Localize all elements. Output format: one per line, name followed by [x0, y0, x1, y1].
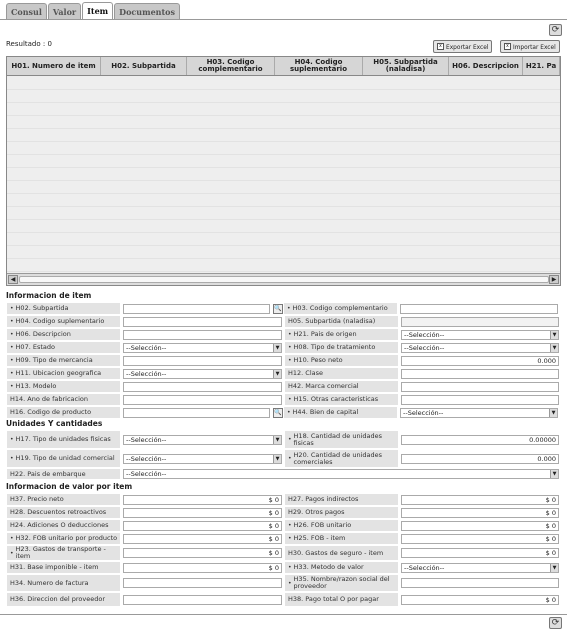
- h34-numero-de-factura-input[interactable]: [123, 578, 282, 588]
- required-marker: •: [10, 318, 14, 325]
- field-h17-tipo-de-unidades-fisicas: [6, 430, 284, 449]
- table-row: [7, 90, 560, 103]
- field-label: [6, 302, 121, 315]
- required-marker: •: [10, 436, 14, 443]
- field-label-text: H05. Subpartida (naladisa): [288, 317, 376, 325]
- field-label: [6, 406, 121, 419]
- field-label: [284, 315, 399, 328]
- chevron-down-icon[interactable]: ▼: [550, 331, 558, 339]
- field-label-text: H04. Codigo suplementario: [15, 317, 105, 325]
- field-value: $ 0: [545, 521, 556, 530]
- field-h20-cantidad-de-unidades-comerciales: [284, 449, 561, 468]
- required-marker: •: [288, 331, 292, 338]
- h15-otras-caracteristicas-input[interactable]: [401, 395, 559, 405]
- field-value: $ 0: [545, 595, 556, 604]
- field-label: [6, 354, 121, 367]
- field-value: --Selección--: [403, 408, 444, 417]
- column-header-1[interactable]: H01. Numero de item: [7, 57, 101, 75]
- field-h16-codigo-de-producto: [6, 406, 283, 419]
- required-marker: •: [287, 305, 291, 312]
- column-header-2[interactable]: H02. Subpartida: [101, 57, 187, 75]
- required-marker: •: [288, 579, 292, 587]
- field-label-text: H08. Tipo de tratamiento: [293, 343, 376, 351]
- field-value: --Selección--: [126, 470, 167, 478]
- field-h31-base-imponible-item: [6, 561, 284, 574]
- h42-marca-comercial-input[interactable]: [401, 382, 559, 392]
- field-label: [6, 493, 121, 506]
- field-h36-direccion-del-proveedor: [6, 592, 284, 607]
- scrollbar-thumb[interactable]: [19, 276, 549, 283]
- field-h14-ano-de-fabricacion: [6, 393, 284, 406]
- field-label: [6, 315, 121, 328]
- required-marker: •: [10, 305, 14, 312]
- form-row: [6, 328, 561, 341]
- chevron-down-icon[interactable]: ▼: [273, 455, 281, 463]
- form-row: [6, 545, 561, 561]
- field-label: [6, 574, 121, 592]
- h30-gastos-de-seguro-item-input[interactable]: [401, 548, 559, 558]
- chevron-down-icon[interactable]: ▼: [550, 344, 558, 352]
- required-marker: •: [10, 331, 14, 338]
- h07-estado-input[interactable]: [123, 343, 282, 353]
- field-label-text: H06. Descripcion: [15, 330, 71, 338]
- field-h23-gastos-de-transporte-item: [6, 545, 284, 561]
- field-label-text: H32. FOB unitario por producto: [15, 534, 118, 542]
- required-marker: •: [10, 357, 14, 364]
- field-h13-modelo: [6, 380, 284, 393]
- field-h07-estado: [6, 341, 284, 354]
- field-h42-marca-comercial: [284, 380, 561, 393]
- h38-pago-total-o-por-pagar-input[interactable]: [401, 595, 559, 605]
- h09-tipo-de-mercancia-input[interactable]: [123, 356, 282, 366]
- field-label-text: H03. Codigo complementario: [292, 304, 388, 312]
- required-marker: •: [288, 436, 292, 443]
- field-h15-otras-caracteristicas: [284, 393, 561, 406]
- field-value: $ 0: [268, 534, 279, 543]
- h44-bien-de-capital-input[interactable]: [400, 408, 558, 418]
- field-label: [6, 367, 121, 380]
- magnifier-icon[interactable]: 🔍: [274, 409, 282, 416]
- form-row: [6, 354, 561, 367]
- field-h19-tipo-de-unidad-comercial: [6, 449, 284, 468]
- h28-descuentos-retroactivos-input[interactable]: [123, 508, 282, 518]
- field-label: [284, 506, 399, 519]
- h13-modelo-input[interactable]: [123, 382, 282, 392]
- field-h18-cantidad-de-unidades-fisicas: [284, 430, 561, 449]
- refresh-icon: ⟳: [551, 25, 560, 35]
- field-h38-pago-total-o-por-pagar: [284, 592, 561, 607]
- table-row: [7, 77, 560, 90]
- tab-item[interactable]: Item: [82, 2, 113, 19]
- required-marker: •: [287, 409, 291, 416]
- field-label: [284, 592, 399, 607]
- form-row: [6, 430, 561, 449]
- chevron-down-icon[interactable]: ▼: [273, 436, 281, 444]
- field-label-text: H16. Codigo de producto: [10, 408, 92, 416]
- field-label: [6, 545, 121, 561]
- table-row: [7, 129, 560, 142]
- field-label: [284, 367, 399, 380]
- field-label-text: H27. Pagos indirectos: [288, 495, 359, 503]
- required-marker: •: [10, 455, 14, 462]
- field-h30-gastos-de-seguro-item: [284, 545, 561, 561]
- form-row: [6, 315, 561, 328]
- export-excel-label: Exportar Excel: [446, 42, 489, 51]
- field-label-text: H11. Ubicacion geografica: [15, 369, 102, 377]
- items-grid: [6, 56, 561, 286]
- field-label-text: H10. Peso neto: [293, 356, 343, 364]
- field-label: [284, 393, 399, 406]
- h20-cantidad-de-unidades-comerciales-input[interactable]: [401, 454, 559, 464]
- excel-icon: x: [437, 43, 444, 50]
- form-row: [6, 341, 561, 354]
- field-label: [284, 561, 399, 574]
- h16-codigo-de-producto-input[interactable]: [123, 408, 270, 418]
- field-h12-clase: [284, 367, 561, 380]
- tab-valor[interactable]: Valor: [48, 3, 81, 19]
- field-label: [6, 341, 121, 354]
- field-label-text: H30. Gastos de seguro - item: [288, 548, 384, 557]
- table-row: [7, 181, 560, 194]
- column-header-5[interactable]: H05. Subpartida (naladisa): [363, 57, 449, 75]
- table-row: [7, 220, 560, 233]
- field-label-text: H20. Cantidad de unidades comerciales: [293, 450, 382, 466]
- field-label: [284, 493, 399, 506]
- field-value: $ 0: [268, 563, 279, 572]
- field-label-text: H38. Pago total O por pagar: [288, 595, 379, 603]
- field-h21-pais-de-origen: [284, 328, 561, 341]
- field-label: [284, 430, 399, 449]
- table-row: [7, 116, 560, 129]
- h12-clase-input[interactable]: [401, 369, 559, 379]
- field-h02-subpartida: [6, 302, 283, 315]
- form-row: [6, 393, 561, 406]
- tab-documentos[interactable]: Documentos: [114, 3, 180, 19]
- h23-gastos-de-transporte-item-input[interactable]: [123, 548, 282, 558]
- field-h33-metodo-de-valor: [284, 561, 561, 574]
- field-value: --Selección--: [126, 454, 167, 463]
- field-value: $ 0: [268, 521, 279, 530]
- field-value: $ 0: [268, 549, 279, 557]
- field-label: [284, 545, 399, 561]
- section-item-title: Informacion de item: [6, 291, 92, 300]
- field-label-text: H12. Clase: [288, 369, 324, 377]
- h37-precio-neto-input[interactable]: [123, 495, 282, 505]
- field-h09-tipo-de-mercancia: [6, 354, 284, 367]
- magnifier-icon[interactable]: 🔍: [274, 305, 282, 312]
- required-marker: •: [10, 383, 14, 390]
- field-h11-ubicacion-geografica: [6, 367, 284, 380]
- h08-tipo-de-tratamiento-input[interactable]: [401, 343, 559, 353]
- h27-pagos-indirectos-input[interactable]: [401, 495, 559, 505]
- field-label: [6, 380, 121, 393]
- field-h28-descuentos-retroactivos: [6, 506, 284, 519]
- table-row: [7, 168, 560, 181]
- field-label: [283, 406, 398, 419]
- field-h29-otros-pagos: [284, 506, 561, 519]
- field-label-text: H18. Cantidad de unidades fisicas: [293, 431, 382, 447]
- field-label-text: H15. Otras caracteristicas: [293, 395, 379, 403]
- grid-horizontal-scrollbar[interactable]: [7, 273, 560, 285]
- field-label: [6, 561, 121, 574]
- h25-fob-item-input[interactable]: [401, 534, 559, 544]
- h35-nombre-razon-social-del-proveedor-input[interactable]: [401, 578, 559, 588]
- field-label: [6, 468, 121, 480]
- required-marker: •: [10, 535, 14, 542]
- h31-base-imponible-item-input[interactable]: [123, 563, 282, 573]
- form-row: [6, 506, 561, 519]
- table-row: [7, 103, 560, 116]
- field-label: [6, 592, 121, 607]
- field-label-text: H21. Pais de origen: [293, 330, 357, 338]
- column-header-3[interactable]: H03. Codigo complementario: [187, 57, 275, 75]
- field-label-text: H09. Tipo de mercancia: [15, 356, 93, 364]
- h11-ubicacion-geografica-input[interactable]: [123, 369, 282, 379]
- field-h05-subpartida-naladisa: [284, 315, 561, 328]
- section-units-title: Unidades Y cantidades: [6, 419, 103, 428]
- field-label: [6, 449, 121, 468]
- column-header-7[interactable]: H21. Pa: [523, 57, 560, 75]
- field-label-text: H13. Modelo: [15, 382, 57, 390]
- field-label-text: H23. Gastos de transporte - item: [15, 545, 106, 560]
- form-row: [6, 302, 561, 315]
- chevron-down-icon[interactable]: ▼: [273, 370, 281, 378]
- required-marker: •: [288, 535, 292, 542]
- field-value: --Selección--: [404, 330, 445, 339]
- chevron-down-icon[interactable]: ▼: [273, 344, 281, 352]
- h03-codigo-complementario-input[interactable]: [400, 304, 558, 314]
- field-h32-fob-unitario-por-producto: [6, 532, 284, 545]
- field-label-text: H22. Pais de embarque: [10, 469, 86, 478]
- chevron-down-icon[interactable]: ▼: [549, 409, 557, 417]
- table-row: [7, 155, 560, 168]
- field-h27-pagos-indirectos: [284, 493, 561, 506]
- h21-pais-de-origen-input[interactable]: [401, 330, 559, 340]
- field-label: [284, 328, 399, 341]
- field-label-text: H19. Tipo de unidad comercial: [15, 454, 115, 462]
- form-row: [6, 493, 561, 506]
- field-h06-descripcion: [6, 328, 284, 341]
- field-label-text: H29. Otros pagos: [288, 508, 345, 516]
- field-label-text: H31. Base imponible - item: [10, 563, 99, 571]
- field-label: [6, 519, 121, 532]
- chevron-down-icon[interactable]: ▼: [550, 470, 558, 478]
- h05-subpartida-naladisa-input: [401, 317, 559, 327]
- field-h35-nombre-razon-social-del-proveedor: [284, 574, 561, 592]
- field-h10-peso-neto: [284, 354, 561, 367]
- field-label-text: H34. Numero de factura: [10, 578, 89, 587]
- required-marker: •: [288, 357, 292, 364]
- column-header-6[interactable]: H06. Descripcion: [449, 57, 523, 75]
- refresh-button-bottom[interactable]: [549, 617, 562, 629]
- refresh-button-top[interactable]: [549, 24, 562, 36]
- field-value: $ 0: [545, 495, 556, 504]
- field-value: $ 0: [545, 534, 556, 543]
- required-marker: •: [10, 370, 14, 377]
- field-label: [284, 449, 399, 468]
- field-h22-pais-de-embarque: [6, 468, 561, 480]
- field-value: 0.00000: [529, 435, 556, 444]
- field-value: $ 0: [545, 549, 556, 557]
- field-label-text: H33. Metodo de valor: [293, 563, 364, 571]
- tab-consul[interactable]: Consul: [6, 3, 47, 19]
- grid-header: [7, 57, 560, 76]
- excel-icon: x: [504, 43, 511, 50]
- tab-divider: [0, 19, 567, 20]
- field-label: [284, 341, 399, 354]
- field-label: [284, 574, 399, 592]
- field-label-text: H28. Descuentos retroactivos: [10, 508, 107, 516]
- field-h34-numero-de-factura: [6, 574, 284, 592]
- field-value: --Selección--: [126, 343, 167, 352]
- field-h25-fob-item: [284, 532, 561, 545]
- required-marker: •: [288, 455, 292, 462]
- scroll-left-icon[interactable]: ◀: [8, 275, 18, 284]
- field-h08-tipo-de-tratamiento: [284, 341, 561, 354]
- field-value: --Selección--: [404, 563, 445, 572]
- field-value: 0.000: [537, 356, 556, 365]
- field-h37-precio-neto: [6, 493, 284, 506]
- form-row: [6, 532, 561, 545]
- form-row: [6, 406, 561, 419]
- form-row: [6, 592, 561, 607]
- form-row: [6, 574, 561, 592]
- field-label: [284, 354, 399, 367]
- column-header-4[interactable]: H04. Codigo suplementario: [275, 57, 363, 75]
- table-row: [7, 246, 560, 259]
- grid-body: [7, 77, 560, 273]
- result-count: Resultado : 0: [6, 40, 52, 48]
- field-value: --Selección--: [126, 435, 167, 444]
- form-row: [6, 449, 561, 468]
- table-row: [7, 259, 560, 272]
- required-marker: •: [288, 564, 292, 571]
- h24-adiciones-o-deducciones-input[interactable]: [123, 521, 282, 531]
- import-excel-label: Importar Excel: [513, 42, 556, 51]
- field-label-text: H36. Direccion del proveedor: [10, 595, 105, 603]
- h19-tipo-de-unidad-comercial-input[interactable]: [123, 454, 282, 464]
- field-label: [6, 506, 121, 519]
- field-label-text: H26. FOB unitario: [293, 521, 352, 529]
- chevron-down-icon[interactable]: ▼: [550, 564, 558, 572]
- h17-tipo-de-unidades-fisicas-input[interactable]: [123, 435, 282, 445]
- field-label-text: H44. Bien de capital: [292, 408, 359, 416]
- refresh-icon: ⟳: [551, 618, 560, 628]
- field-h03-codigo-complementario: [283, 302, 560, 315]
- h18-cantidad-de-unidades-fisicas-input[interactable]: [401, 435, 559, 445]
- field-h04-codigo-suplementario: [6, 315, 284, 328]
- form-row: [6, 561, 561, 574]
- h22-pais-de-embarque-input[interactable]: [123, 469, 559, 479]
- field-value: --Selección--: [404, 343, 445, 352]
- h29-otros-pagos-input[interactable]: [401, 508, 559, 518]
- field-label-text: H17. Tipo de unidades fisicas: [15, 435, 111, 443]
- field-label: [6, 532, 121, 545]
- field-value: $ 0: [268, 495, 279, 504]
- h36-direccion-del-proveedor-input[interactable]: [123, 595, 282, 605]
- field-value: --Selección--: [126, 369, 167, 378]
- tab-bar: [6, 3, 180, 20]
- h33-metodo-de-valor-input[interactable]: [401, 563, 559, 573]
- table-row: [7, 194, 560, 207]
- field-label: [6, 430, 121, 449]
- field-label-text: H14. Ano de fabricacion: [10, 395, 88, 403]
- field-value: $ 0: [268, 508, 279, 517]
- field-label-text: H35. Nombre/razon social del proveedor: [293, 575, 390, 590]
- field-label-text: H24. Adiciones O deducciones: [10, 521, 109, 529]
- section-value-title: Informacion de valor por item: [6, 482, 133, 491]
- field-label: [6, 393, 121, 406]
- field-label-text: H37. Precio neto: [10, 495, 64, 503]
- field-label: [284, 519, 399, 532]
- required-marker: •: [288, 396, 292, 403]
- field-label-text: H42. Marca comercial: [288, 382, 359, 390]
- footer-divider: [0, 614, 567, 615]
- h32-fob-unitario-por-producto-input[interactable]: [123, 534, 282, 544]
- field-label: [283, 302, 398, 315]
- import-excel-button[interactable]: [500, 40, 560, 53]
- required-marker: •: [288, 344, 292, 351]
- field-label-text: H02. Subpartida: [15, 304, 69, 312]
- field-h24-adiciones-o-deducciones: [6, 519, 284, 532]
- h06-descripcion-input[interactable]: [123, 330, 282, 340]
- field-label: [284, 532, 399, 545]
- field-value: 0.000: [537, 454, 556, 463]
- field-label-text: H25. FOB - item: [293, 534, 346, 542]
- field-h26-fob-unitario: [284, 519, 561, 532]
- form-row: [6, 380, 561, 393]
- scroll-right-icon[interactable]: ▶: [549, 275, 559, 284]
- field-label: [284, 380, 399, 393]
- required-marker: •: [10, 344, 14, 351]
- required-marker: •: [10, 549, 14, 557]
- h14-ano-de-fabricacion-input[interactable]: [123, 395, 282, 405]
- form-row: [6, 367, 561, 380]
- required-marker: •: [288, 522, 292, 529]
- form-row: [6, 519, 561, 532]
- table-row: [7, 207, 560, 220]
- field-h44-bien-de-capital: [283, 406, 560, 419]
- h04-codigo-suplementario-input[interactable]: [123, 317, 282, 327]
- table-row: [7, 233, 560, 246]
- h02-subpartida-input[interactable]: [123, 304, 270, 314]
- h10-peso-neto-input[interactable]: [401, 356, 559, 366]
- field-label: [6, 328, 121, 341]
- export-excel-button[interactable]: [433, 40, 492, 53]
- field-label-text: H07. Estado: [15, 343, 55, 351]
- h26-fob-unitario-input[interactable]: [401, 521, 559, 531]
- field-value: $ 0: [545, 508, 556, 517]
- table-row: [7, 142, 560, 155]
- form-row: [6, 468, 561, 480]
